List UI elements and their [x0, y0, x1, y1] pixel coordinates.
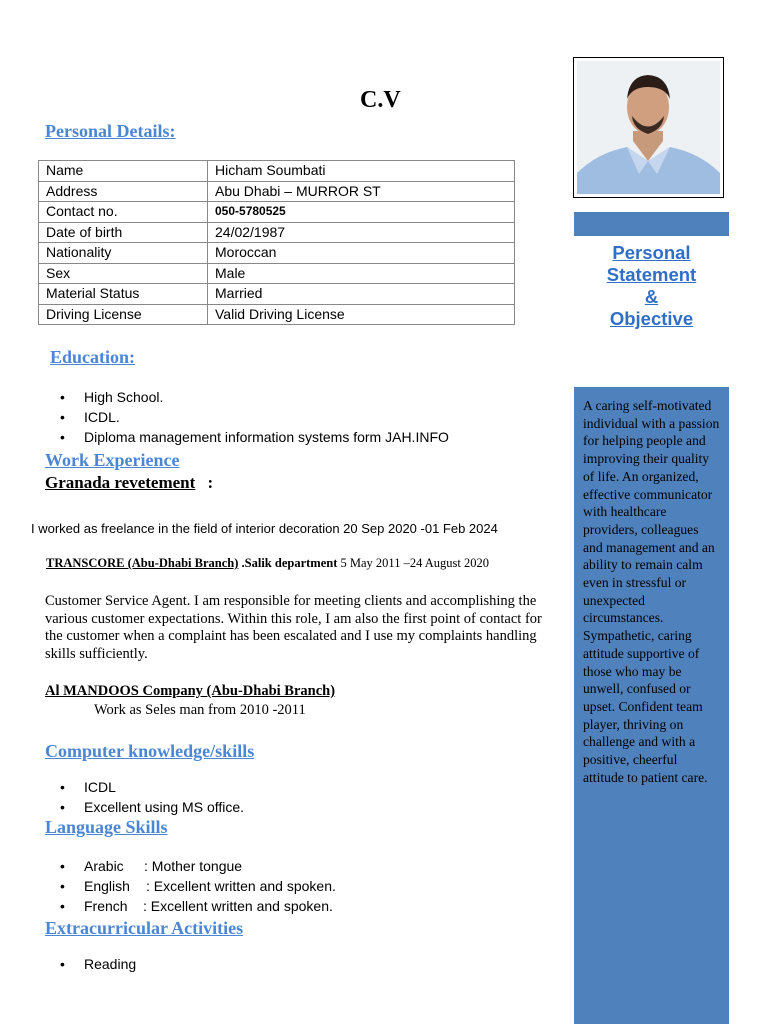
table-row	[39, 181, 515, 202]
education-list	[45, 387, 449, 447]
language-skills-heading: Language Skills	[45, 817, 168, 837]
detail-value: Abu Dhabi – MURROR ST	[208, 181, 515, 202]
list-item: • Diploma management information systems form JAH.INFO	[45, 427, 449, 447]
profile-photo-frame	[573, 57, 724, 198]
person-photo-icon	[577, 61, 720, 194]
job-company: Al MANDOOS Company (Abu-Dhabi Branch)	[45, 683, 336, 699]
language-level: : Excellent written and spoken.	[143, 898, 333, 914]
detail-label: Driving License	[39, 304, 208, 325]
language-name: Arabic	[84, 858, 124, 874]
sidebar-accent-bar	[574, 212, 729, 236]
table-row	[39, 263, 515, 284]
list-item: • High School.	[45, 387, 449, 407]
computer-skills-heading: Computer knowledge/skills	[45, 741, 255, 761]
list-item: • Excellent using MS office.	[45, 797, 244, 817]
detail-label: Contact no.	[39, 202, 208, 223]
statement-heading-line: Personal	[612, 242, 691, 263]
job-title	[45, 473, 213, 493]
statement-heading-line: &	[644, 286, 659, 307]
job-description: I worked as freelance in the field of interior decoration 20 Sep 2020 -01 Feb 2024	[31, 521, 498, 536]
language-name: French	[84, 898, 128, 914]
language-level: : Mother tongue	[144, 858, 243, 874]
job-description: Customer Service Agent. I am responsible for meeting clients and accomplishing the various customer expectations. Within this role, I am also the first point of contact for the customer when a complaint has been escalated and I use my complaints handling skills sufficiently.	[45, 593, 542, 662]
statement-panel	[574, 387, 729, 1024]
detail-value: Married	[208, 284, 515, 305]
job-company: TRANSCORE (Abu-Dhabi Branch)	[46, 556, 239, 570]
language-level: : Excellent written and spoken.	[146, 878, 336, 894]
statement-heading-line: Objective	[609, 308, 694, 329]
detail-value: 050-5780525	[208, 202, 515, 223]
job-department: .Salik department	[241, 556, 338, 570]
list-item	[45, 856, 336, 876]
table-row	[39, 161, 515, 182]
detail-label: Sex	[39, 263, 208, 284]
extracurricular-heading: Extracurricular Activities	[45, 918, 244, 938]
detail-label: Date of birth	[39, 222, 208, 243]
computer-skills-list	[45, 777, 244, 817]
statement-heading	[574, 242, 729, 330]
detail-label: Material Status	[39, 284, 208, 305]
language-name: English	[84, 878, 130, 894]
page-title: C.V	[360, 87, 401, 113]
job-company: Granada revetement	[45, 473, 196, 492]
detail-label: Nationality	[39, 243, 208, 264]
personal-details-table	[38, 160, 515, 325]
job-colon: :	[207, 473, 214, 492]
extracurricular-list	[45, 954, 136, 974]
detail-value: Hicham Soumbati	[208, 161, 515, 182]
detail-label: Name	[39, 161, 208, 182]
detail-label: Address	[39, 181, 208, 202]
table-row	[39, 222, 515, 243]
table-row	[39, 243, 515, 264]
profile-photo	[577, 61, 720, 194]
statement-text: A caring self-motivated individual with a passion for helping people and improving their quality of life. An organized, effective communicator with healthcare providers, colleagues and management and an ability to remain calm even in stressful or unexpected circumstances. Sympathetic, caring attitude supportive of those who may be unwell, confused or upset. Confident team player, thriving on challenge and with a positive, cheerful attitude to patient care.	[583, 398, 720, 785]
personal-details-heading: Personal Details:	[45, 121, 176, 141]
table-row	[39, 304, 515, 325]
list-item	[45, 896, 336, 916]
detail-value: 24/02/1987	[208, 222, 515, 243]
detail-value: Moroccan	[208, 243, 515, 264]
list-item	[45, 876, 336, 896]
list-item: • Reading	[45, 954, 136, 974]
job-description: Work as Seles man from 2010 -2011	[94, 702, 306, 718]
table-row	[39, 202, 515, 223]
statement-heading-line: Statement	[606, 264, 697, 285]
table-row	[39, 284, 515, 305]
language-skills-list	[45, 856, 336, 916]
work-experience-heading: Work Experience	[45, 450, 180, 470]
education-heading: Education:	[50, 347, 136, 367]
detail-value: Valid Driving License	[208, 304, 515, 325]
detail-value: Male	[208, 263, 515, 284]
job-dates: 5 May 2011 –24 August 2020	[340, 556, 489, 570]
list-item: • ICDL	[45, 777, 244, 797]
job-title	[46, 556, 489, 571]
list-item: • ICDL.	[45, 407, 449, 427]
